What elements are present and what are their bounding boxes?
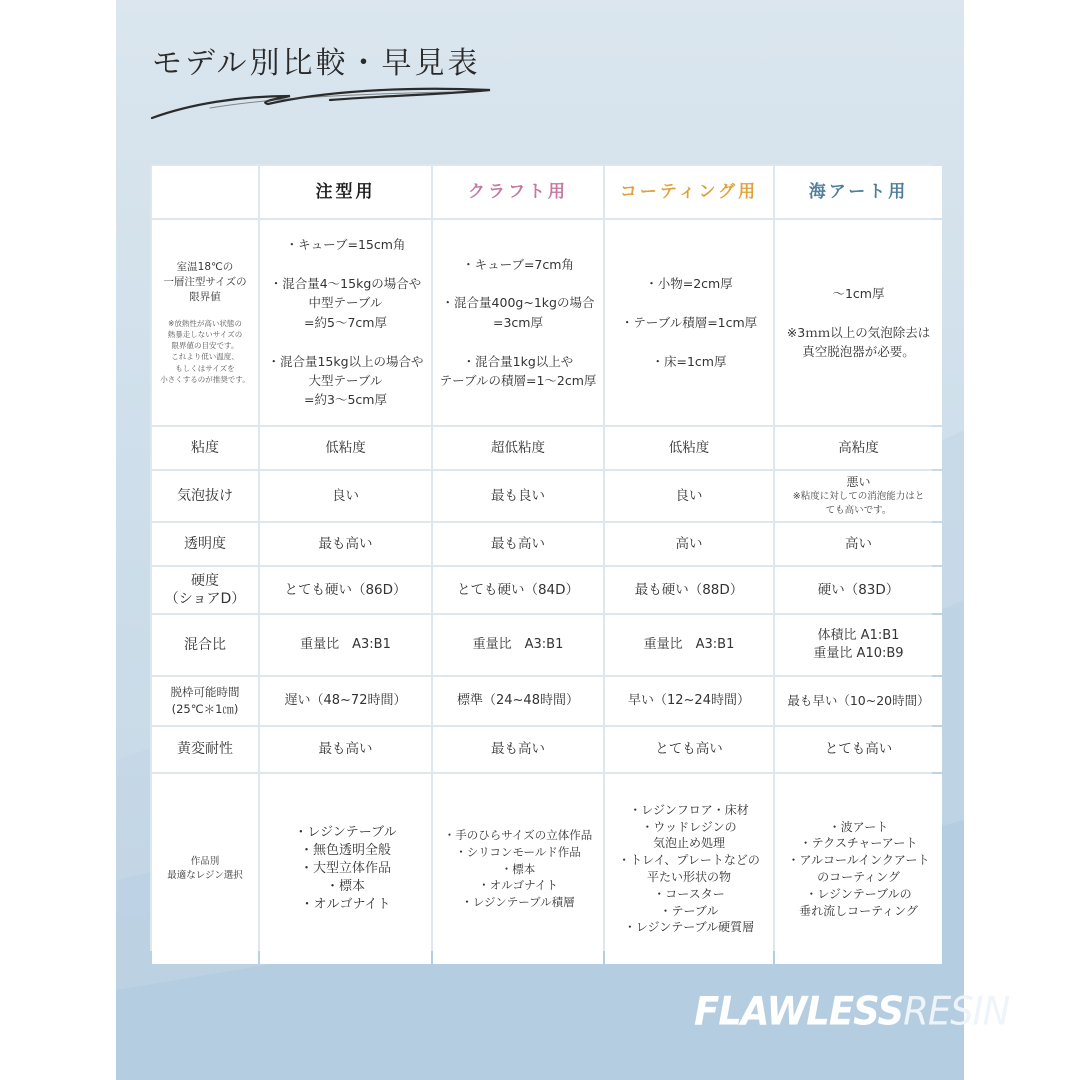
column-header-cast: 注型用 — [260, 166, 431, 218]
table-cell: 良い — [605, 471, 773, 521]
comparison-table — [150, 164, 932, 951]
row-label-viscosity: 粘度 — [152, 427, 258, 469]
table-cell: 良い — [260, 471, 431, 521]
table-cell: 超低粘度 — [433, 427, 603, 469]
table-cell: ・波アート ・テクスチャーアート ・アルコールインクアート のコーティング ・レジンテーブルの 垂れ流しコーティング — [775, 774, 942, 964]
table-cell: ～1cm厚 ※3ｍｍ以上の気泡除去は 真空脱泡器が必要。 — [775, 220, 942, 425]
logo-text-thin: RESIN — [903, 988, 1010, 1035]
table-cell: 低粘度 — [605, 427, 773, 469]
brush-stroke-decoration — [150, 82, 495, 124]
page-title: モデル別比較・早見表 — [152, 46, 481, 81]
table-cell: とても硬い（84D） — [433, 567, 603, 613]
table-cell-note: ※粘度に対しての消泡能力はと ても高いです。 — [792, 490, 925, 517]
table-cell-value: 悪い — [846, 474, 871, 489]
table-cell: 最も高い — [260, 727, 431, 772]
table-cell: とても高い — [605, 727, 773, 772]
table-cell: 最も硬い（88D） — [605, 567, 773, 613]
row-label-size-limit — [152, 220, 258, 425]
table-corner — [152, 166, 258, 218]
row-label-transparency: 透明度 — [152, 523, 258, 565]
table-cell: ・レジンフロア・床材 ・ウッドレジンの 気泡止め処理 ・トレイ、プレートなどの 平たい形状の物 ・コースター ・テーブル ・レジンテーブル硬質層 — [605, 774, 773, 964]
table-cell: 重量比 A3:B1 — [433, 615, 603, 675]
table-cell: 高い — [605, 523, 773, 565]
table-cell: 高い — [775, 523, 942, 565]
table-cell: ・キューブ=15cm角 ・混合量4～15kgの場合や 中型テーブル =約5～7cm厚 ・混合量15kg以上の場合や 大型テーブル =約3～5cm厚 — [260, 220, 431, 425]
table-cell: とても硬い（86D） — [260, 567, 431, 613]
logo-text-bold: FLAWLESS — [694, 988, 904, 1035]
table-cell: ・手のひらサイズの立体作品 ・シリコンモールド作品 ・標本 ・オルゴナイト ・レジンテーブル積層 — [433, 774, 603, 964]
table-cell: 最も高い — [433, 727, 603, 772]
table-cell: 体積比 A1:B1 重量比 A10:B9 — [775, 615, 942, 675]
table-cell: 最も早い（10~20時間） — [775, 677, 942, 725]
row-label-text: 室温18℃の 一層注型サイズの 限界値 — [163, 260, 247, 304]
table-cell: 低粘度 — [260, 427, 431, 469]
table-cell: 早い（12~24時間） — [605, 677, 773, 725]
column-header-craft: クラフト用 — [433, 166, 603, 218]
table-cell: 標準（24~48時間） — [433, 677, 603, 725]
table-cell: 硬い（83D） — [775, 567, 942, 613]
row-label-bubble-release: 気泡抜け — [152, 471, 258, 521]
row-label-recommended-use: 作品別 最適なレジン選択 — [152, 774, 258, 964]
row-label-hardness: 硬度 （ショアD） — [152, 567, 258, 613]
row-label-note: ※放熱性が高い状態の 熱暴走しないサイズの 限界値の目安です。 これより低い温度、 もしくはサイズを 小さくするのが推奨です。 — [160, 318, 250, 384]
table-cell: 最も高い — [433, 523, 603, 565]
table-cell: ・レジンテーブル ・無色透明全般 ・大型立体作品 ・標本 ・オルゴナイト — [260, 774, 431, 964]
row-label-demold-time: 脱枠可能時間 (25℃＊1㎝) — [152, 677, 258, 725]
table-cell: 最も良い — [433, 471, 603, 521]
table-cell: ・キューブ=7cm角 ・混合量400g~1kgの場合 =3cm厚 ・混合量1kg以上や テーブルの積層=1～2cm厚 — [433, 220, 603, 425]
brand-logo — [694, 989, 1009, 1034]
table-cell: 重量比 A3:B1 — [260, 615, 431, 675]
table-cell: 最も高い — [260, 523, 431, 565]
table-cell: とても高い — [775, 727, 942, 772]
row-label-mix-ratio: 混合比 — [152, 615, 258, 675]
table-cell: 重量比 A3:B1 — [605, 615, 773, 675]
table-cell: ・小物=2cm厚 ・テーブル積層=1cm厚 ・床=1cm厚 — [605, 220, 773, 425]
table-cell: 高粘度 — [775, 427, 942, 469]
table-cell — [775, 471, 942, 521]
column-header-sea-art: 海アート用 — [775, 166, 942, 218]
row-label-yellowing-resistance: 黄変耐性 — [152, 727, 258, 772]
table-cell: 遅い（48~72時間） — [260, 677, 431, 725]
column-header-coating: コーティング用 — [605, 166, 773, 218]
